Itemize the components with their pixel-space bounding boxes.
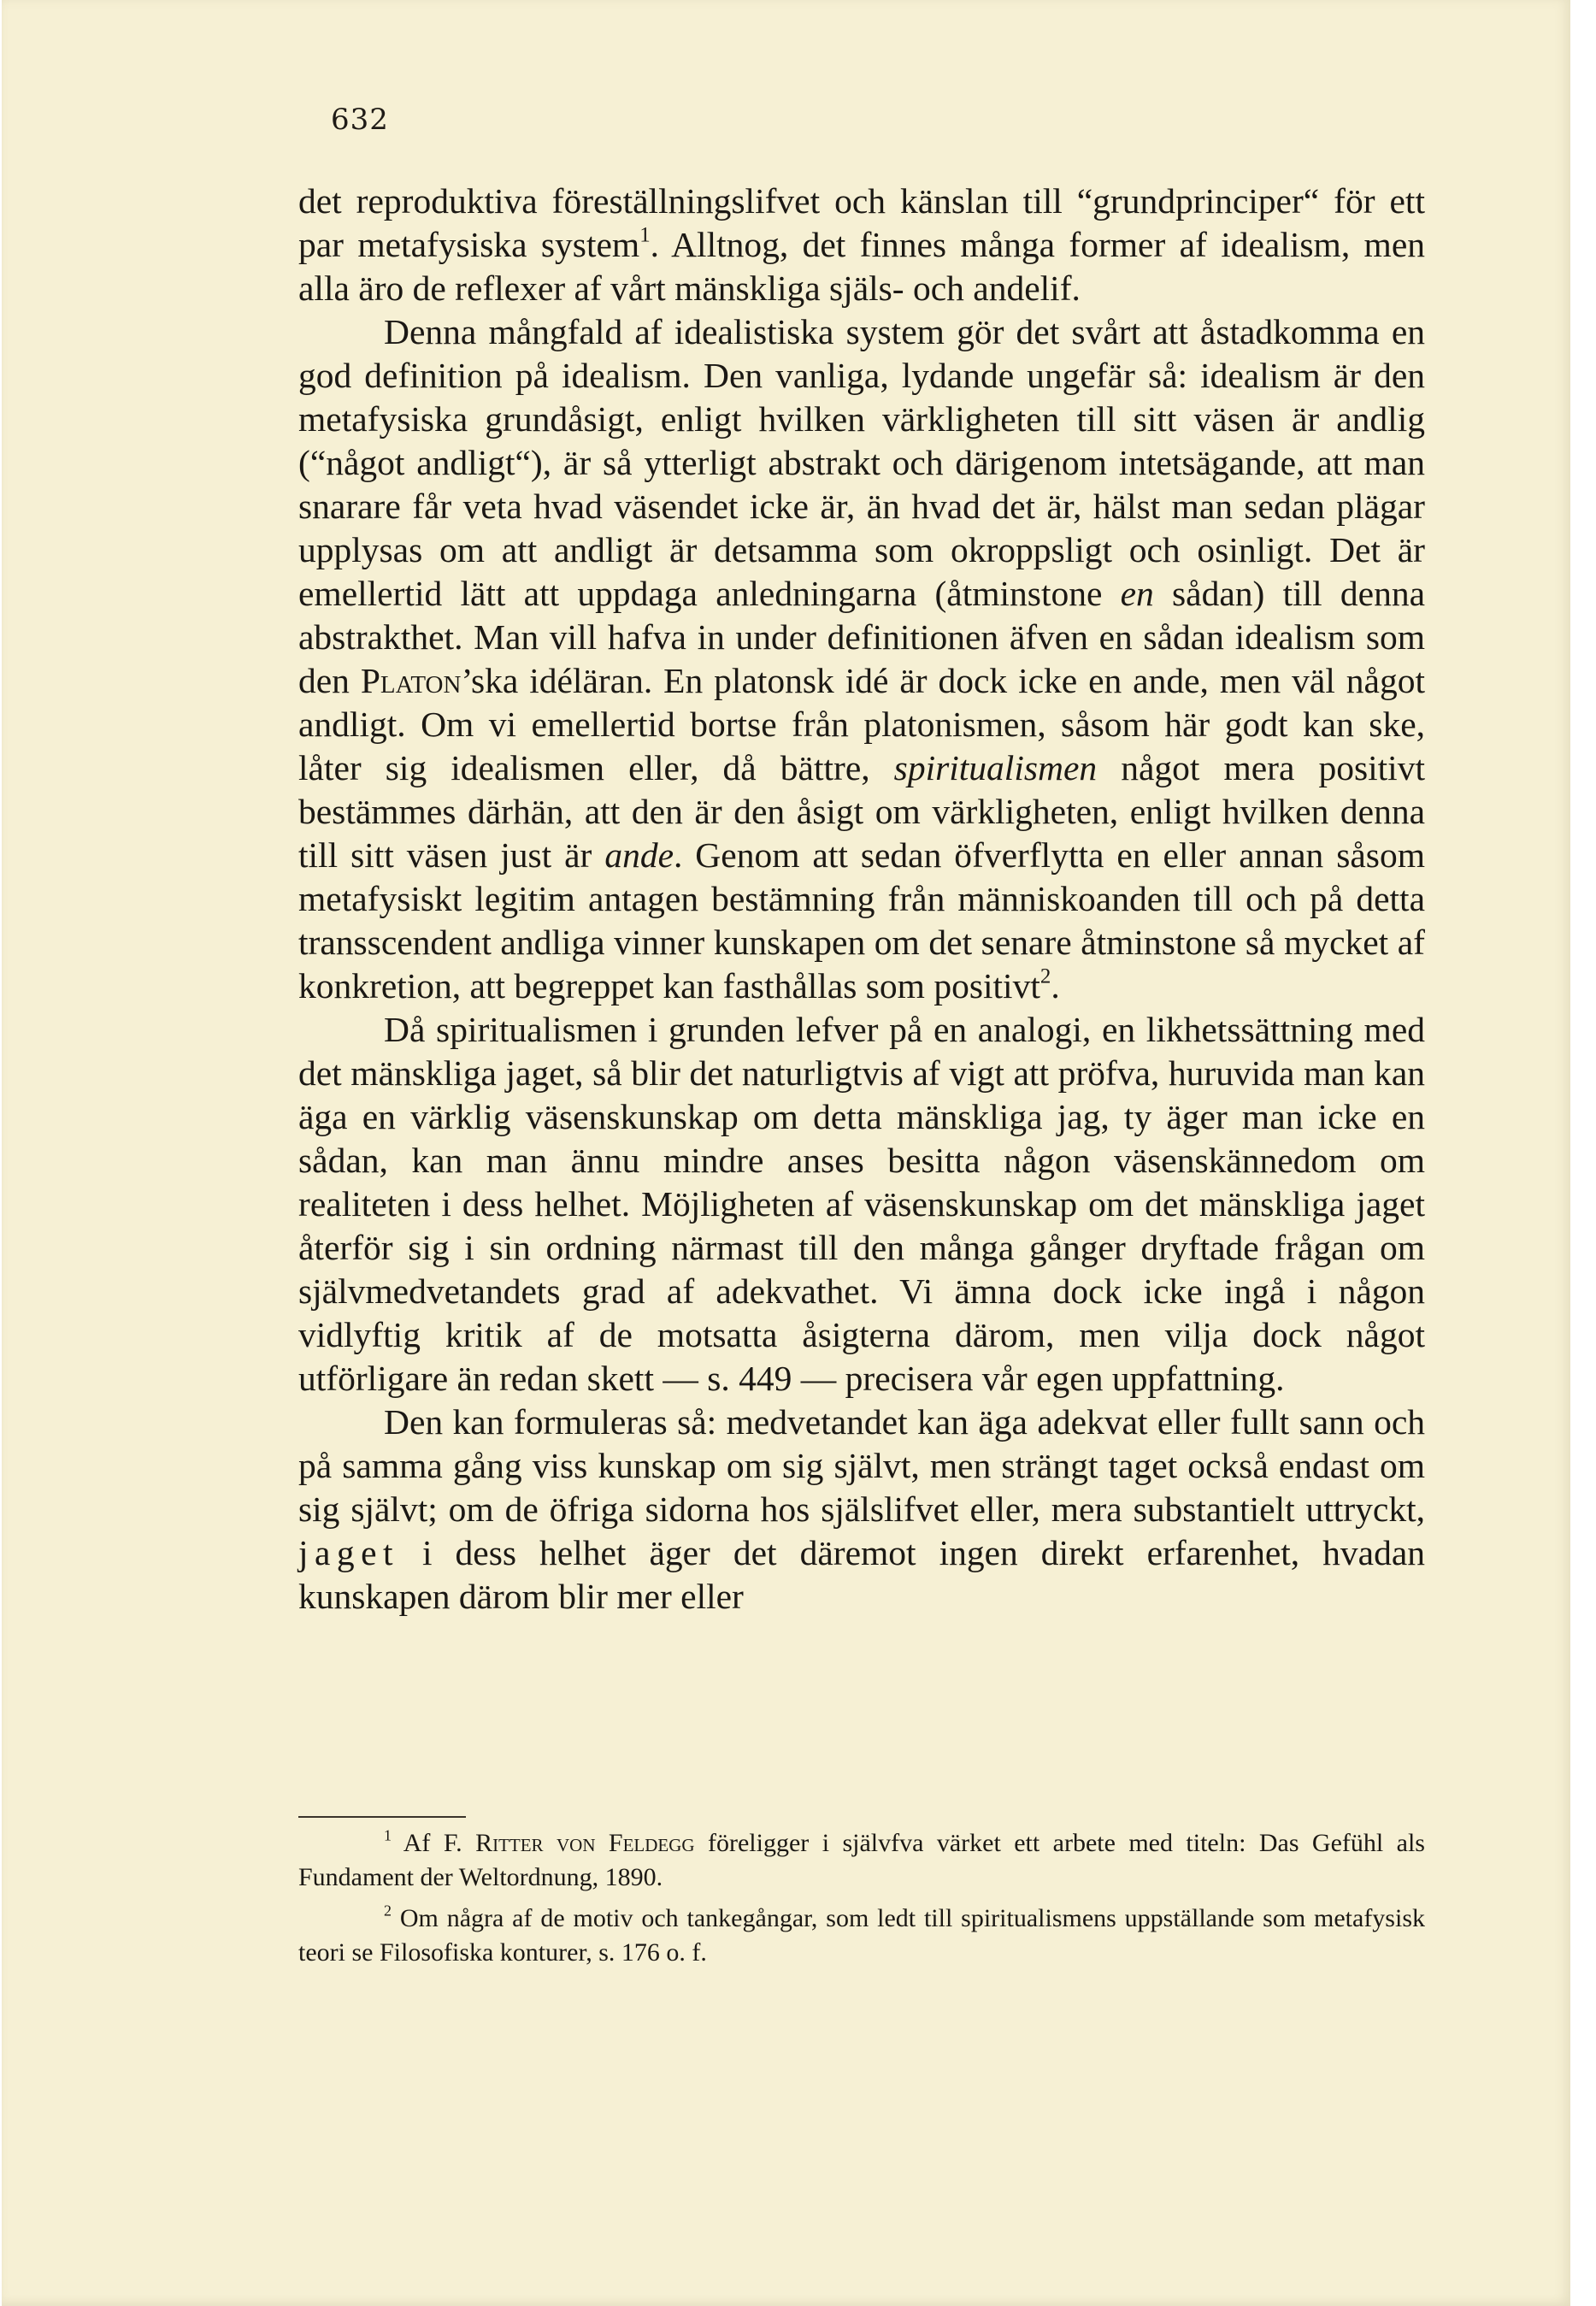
footnotes (298, 1826, 1425, 1977)
scanned-page (2, 0, 1570, 2306)
emphasized-spaced-text: jaget (298, 1533, 399, 1572)
text-run: i dess helhet äger det däremot ingen direkt erfarenhet, hvadan kunskapen därom blir mer eller (298, 1533, 1425, 1616)
text-run: . Genom att sedan öfverflytta en eller annan såsom metafysiskt legitim antagen bestämning från människoanden till och på detta transscendent andliga vinner kunskapen om det senare åtminstone så mycket af konkretion, att begreppet kan fasthållas som positivt (298, 835, 1425, 1006)
text-run: ’ska idéläran. En platonsk idé är dock icke en ande, men väl något andligt. Om vi emellertid bortse från platonismen, såsom här godt kan ske, låter sig idealismen eller, då bättre, (298, 661, 1425, 787)
text-run: det reproduktiva föreställningslifvet och känslan till “grundprinciper“ för ett par metafysiska system (298, 181, 1425, 264)
paragraph (298, 310, 1425, 1008)
small-caps-name: Platon (360, 661, 462, 700)
text-run: Då spiritualismen i grunden lefver på en analogi, en likhetssättning med det mänskliga jaget, så blir det naturligtvis af vigt att pröfva, huruvida man kan äga en värklig väsenskunskap om detta mänskliga jag, ty äger man icke en sådan, kan man ännu mindre anses besitta någon väsenskännedom om realiteten i dess helhet. Möjligheten af väsenskunskap om det mänskliga jaget återför sig i sin ordning närmast till den många gånger dryftade frågan om självmedvetandets grad af adekvathet. Vi ämna dock icke ingå i någon vidlyftig kritik af de motsatta åsigterna därom, men vilja dock något utförligare än redan skett — s. 449 — precisera vår egen uppfattning. (298, 1010, 1425, 1398)
small-caps-name: Ritter von Feldegg (475, 1829, 695, 1857)
italic-text: spiritualismen (893, 748, 1098, 787)
text-run: Om några af de motiv och tankegångar, som ledt till spiritualismens uppställande som metafysisk teori se Filosofiska konturer, s. 176 o. f. (298, 1904, 1425, 1967)
text-run: sådan) till denna abstrakthet. Man vill hafva in under definitionen äfven en sådan idealism som den (298, 574, 1425, 700)
footnote (298, 1826, 1425, 1895)
paragraph (298, 1008, 1425, 1401)
footnote-marker: 2 (1039, 964, 1051, 988)
paragraph (298, 1401, 1425, 1619)
text-run: föreligger i självfva värket ett arbete med titeln: Das Gefühl als Fundament der Weltordnung, 1890. (298, 1829, 1425, 1891)
body-text (298, 180, 1425, 1619)
footnote-marker: 1 (384, 1826, 392, 1844)
text-run: Den kan formuleras så: medvetandet kan äga adekvat eller fullt sann och på samma gång viss kunskap om sig självt, men strängt taget också endast om sig självt; om de öfriga sidorna hos själslifvet eller, mera substantielt uttryckt, (298, 1402, 1425, 1529)
text-run: Af F. (392, 1829, 476, 1857)
text-run: något mera positivt bestämmes därhän, att den är den åsigt om värkligheten, enligt hvilken denna till sitt väsen just är (298, 748, 1425, 875)
footnote-marker: 2 (384, 1902, 392, 1920)
footnote-separator (298, 1816, 466, 1818)
paragraph (298, 180, 1425, 310)
text-run: . (1051, 966, 1060, 1006)
text-run: Denna mångfald af idealistiska system gör det svårt att åstadkomma en god definition på idealism. Den vanliga, lydande ungefär så: idealism är den metafysiska grundåsigt, enligt hvilken värkligheten till sitt väsen är andlig (“något andligt“), är så ytterligt abstrakt och därigenom intetsägande, att man snarare får veta hvad väsendet icke är, än hvad det är, hälst man sedan plägar upplysas om att andligt är detsamma som okroppsligt och osinligt. Det är emellertid lätt att uppdaga anledningarna (åtminstone (298, 312, 1425, 613)
footnote-marker: 1 (639, 223, 651, 247)
footnote (298, 1902, 1425, 1970)
page-number: 632 (331, 103, 389, 137)
italic-text: ande (604, 835, 674, 875)
text-run: . Alltnog, det finnes många former af idealism, men alla äro de reflexer af vårt mänskliga själs- och andelif. (298, 225, 1425, 308)
italic-text: en (1120, 574, 1154, 613)
